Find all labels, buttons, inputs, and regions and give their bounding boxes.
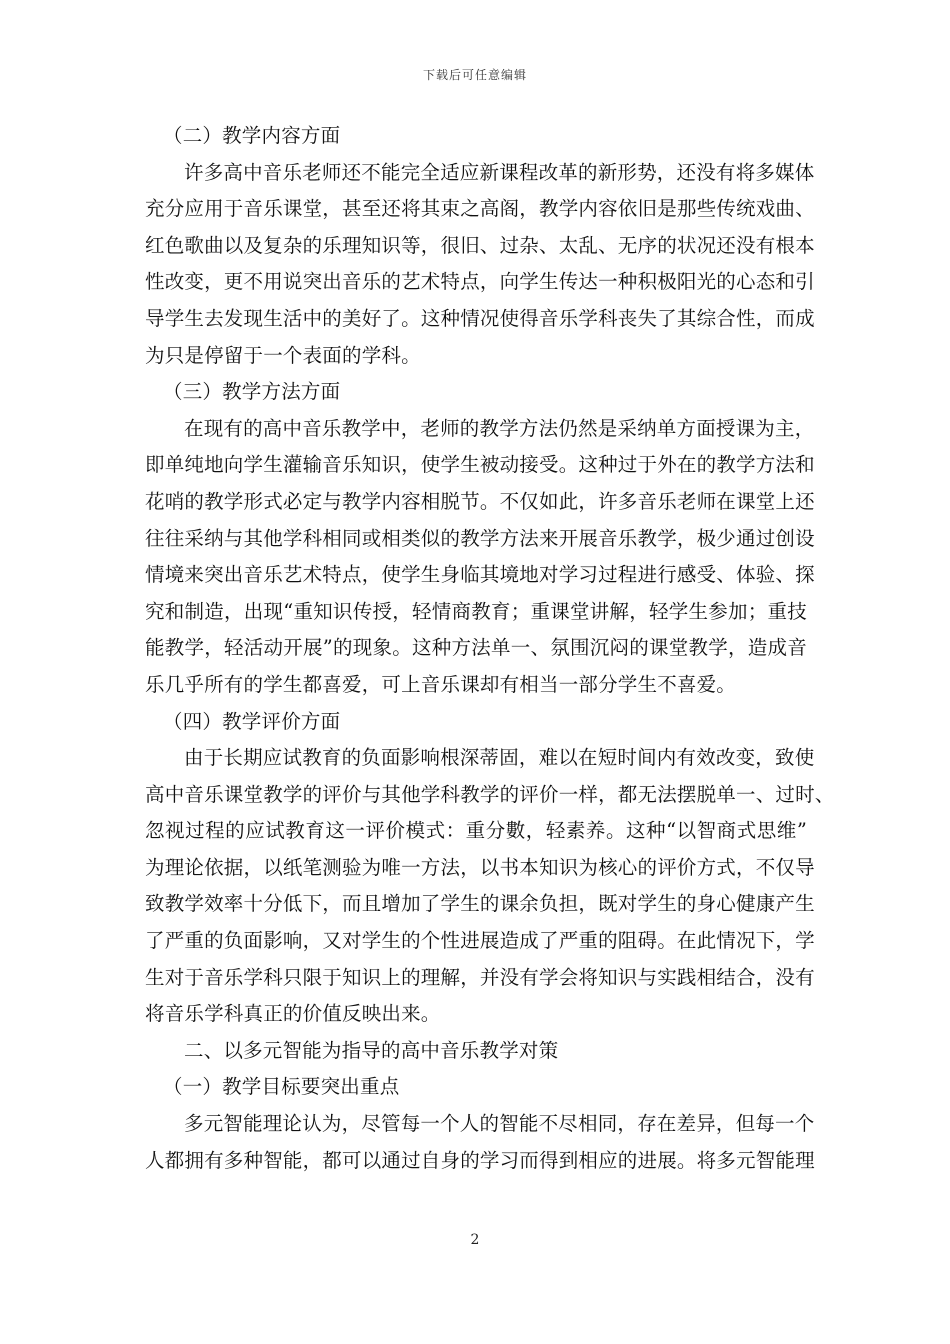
paragraph-line: 能教学，轻活动开展”的现象。这种方法单一、氛围沉闷的课堂教学，造成音 — [145, 636, 807, 660]
paragraph-line: 充分应用于音乐课堂，甚至还将其束之高阁，教学内容依旧是那些传统戏曲、 — [145, 197, 815, 221]
section-heading-goals: （一）教学目标要突出重点 — [163, 1075, 400, 1099]
paragraph-line: 究和制造，出现“重知识传授，轻情商教育；重课堂讲解，轻学生参加；重技 — [145, 599, 807, 623]
chapter-heading-strategies: 二、以多元智能为指导的高中音乐教学对策 — [184, 1038, 559, 1062]
paragraph-line: 许多高中音乐老师还不能完全适应新课程改革的新形势，还没有将多媒体 — [184, 160, 815, 184]
paragraph-line: 致教学效率十分低下，而且增加了学生的课余负担，既对学生的身心健康产生 — [145, 892, 815, 916]
document-body — [145, 118, 835, 1179]
section-heading-evaluation: （四）教学评价方面 — [163, 709, 341, 733]
paragraph-line: 性改变，更不用说突出音乐的艺术特点，向学生传达一种积极阳光的心态和引 — [145, 270, 815, 294]
paragraph-line: 情境来突出音乐艺术特点，使学生身临其境地对学习过程进行感受、体验、探 — [145, 563, 815, 587]
paragraph-line: 忽视过程的应试教育这一评价模式：重分數，轻素养。这种“以智商式思维” — [145, 819, 807, 843]
paragraph-line: 高中音乐课堂教学的评价与其他学科教学的评价一样，都无法摆脱单一、过时、 — [145, 782, 835, 806]
page-header: 下载后可任意编辑 — [422, 68, 527, 82]
paragraph-line: 花哨的教学形式必定与教学内容相脱节。不仅如此，许多音乐老师在课堂上还 — [145, 489, 815, 513]
paragraph-line: 在现有的高中音乐教学中，老师的教学方法仍然是采纳单方面授课为主， — [184, 416, 815, 440]
paragraph-line: 多元智能理论认为，尽管每一个人的智能不尽相同，存在差异，但每一个 — [184, 1112, 815, 1136]
paragraph-line: 将音乐学科真正的价值反映出来。 — [145, 1002, 441, 1026]
paragraph-line: 红色歌曲以及复杂的乐理知识等，很旧、过杂、太乱、无序的状况还没有根本 — [145, 233, 815, 257]
paragraph-line: 往往采纳与其他学科相同或相类似的教学方法来开展音乐教学，极少通过创设 — [145, 526, 815, 550]
paragraph-line: 为只是停留于一个表面的学科。 — [145, 343, 421, 367]
page-number: 2 — [470, 1232, 480, 1248]
section-heading-method: （三）教学方法方面 — [163, 380, 341, 404]
paragraph-line: 乐几乎所有的学生都喜爱，可上音乐课却有相当一部分学生不喜爱。 — [145, 672, 737, 696]
paragraph-line: 生对于音乐学科只限于知识上的理解，并没有学会将知识与实践相结合，没有 — [145, 965, 815, 989]
paragraph-line: 了严重的负面影响，又对学生的个性进展造成了严重的阻碍。在此情况下，学 — [145, 929, 815, 953]
paragraph-line: 人都拥有多种智能，都可以通过自身的学习而得到相应的进展。将多元智能理 — [145, 1148, 815, 1172]
paragraph-line: 即单纯地向学生灌输音乐知识，使学生被动接受。这种过于外在的教学方法和 — [145, 453, 815, 477]
paragraph-line: 为理论依据，以纸笔测验为唯一方法，以书本知识为核心的评价方式，不仅导 — [145, 855, 815, 879]
paragraph-line: 导学生去发现生活中的美好了。这种情况使得音乐学科丧失了其综合性，而成 — [145, 306, 815, 330]
section-heading-content: （二）教学内容方面 — [163, 124, 341, 147]
paragraph-line: 由于长期应试教育的负面影响根深蒂固，难以在短时间内有效改变，致使 — [184, 746, 815, 770]
